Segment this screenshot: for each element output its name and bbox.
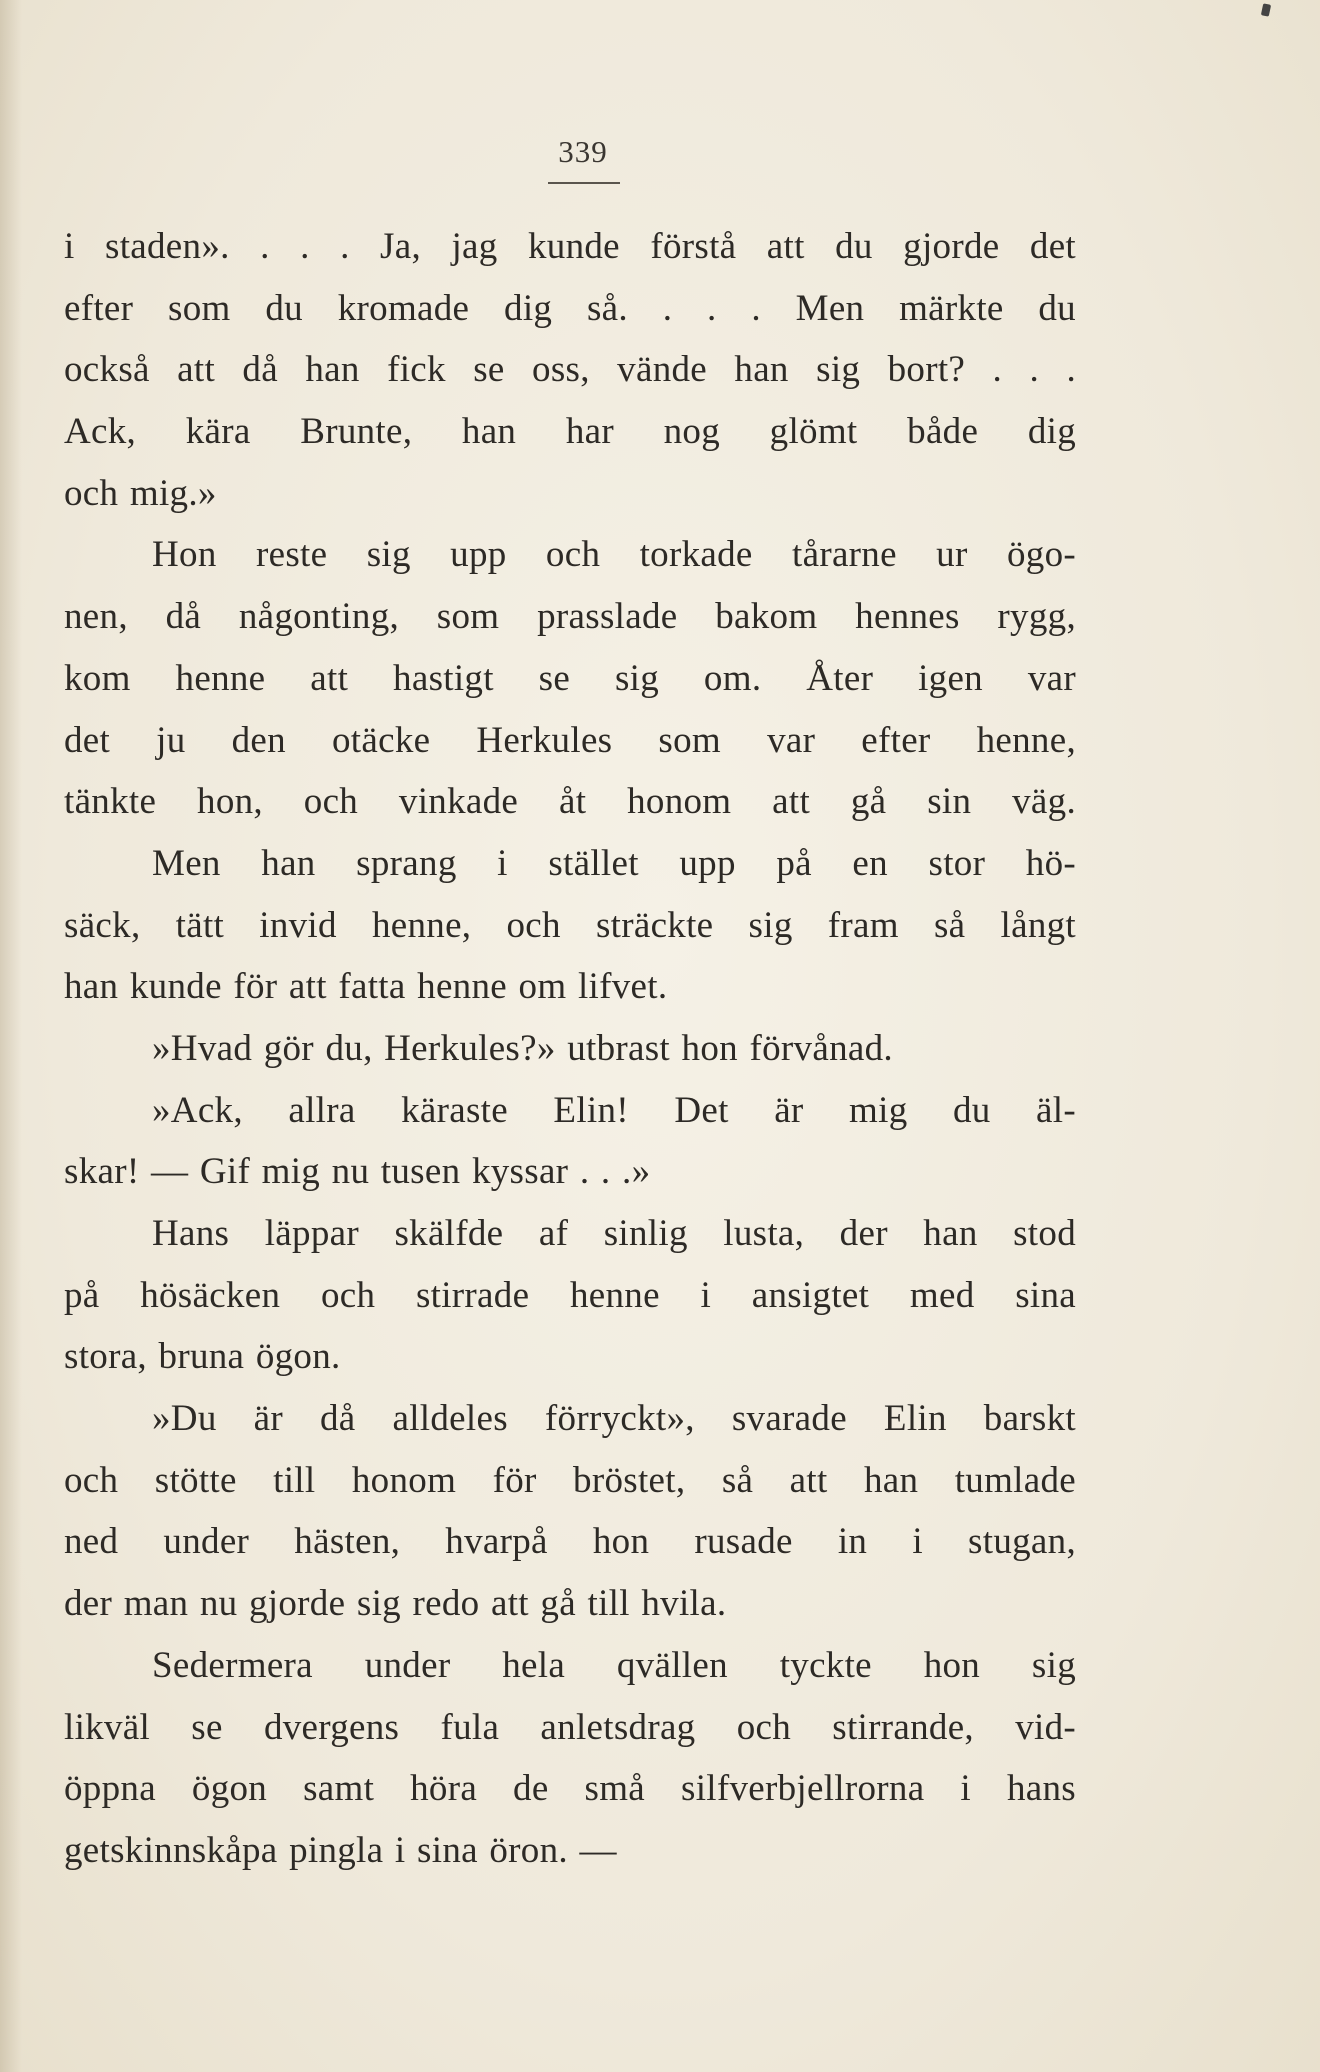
text-line: »Ack, allra käraste Elin! Det är mig du äl- xyxy=(152,1089,1076,1131)
text-line: der man nu gjorde sig redo att gå till hvila. xyxy=(64,1583,727,1625)
text-line: skar! — Gif mig nu tusen kyssar . . .» xyxy=(64,1151,651,1193)
text-line: getskinnskåpa pingla i sina öron. — xyxy=(64,1829,617,1871)
text-line: Sedermera under hela qvällen tyckte hon sig xyxy=(152,1644,1076,1686)
text-line: det ju den otäcke Herkules som var efter henne, xyxy=(64,719,1076,761)
text-line: i staden». . . . Ja, jag kunde förstå att du gjorde det xyxy=(64,226,1076,267)
text-line: stora, bruna ögon. xyxy=(64,1336,341,1378)
text-line: på hösäcken och stirrade henne i ansigtet med sina xyxy=(64,1274,1076,1316)
text-line: öppna ögon samt höra de små silfverbjellrorna i hans xyxy=(64,1768,1076,1810)
text-line: Ack, kära Brunte, han har nog glömt både dig xyxy=(64,411,1076,453)
text-line: också att då han fick se oss, vände han sig bort? . . . xyxy=(64,349,1076,391)
text-line: »Hvad gör du, Herkules?» utbrast hon förvånad. xyxy=(152,1027,893,1069)
page-number-rule xyxy=(548,182,620,184)
text-line: och mig.» xyxy=(64,472,217,514)
text-line: »Du är då alldeles förryckt», svarade Elin barskt xyxy=(152,1398,1076,1440)
body-text xyxy=(64,216,1076,1882)
text-line: Hon reste sig upp och torkade tårarne ur ögo- xyxy=(152,534,1076,576)
text-line: nen, då någonting, som prasslade bakom hennes rygg, xyxy=(64,596,1076,638)
ink-speck xyxy=(1261,3,1271,16)
page-number: 339 xyxy=(558,134,608,169)
text-line: efter som du kromade dig så. . . . Men märkte du xyxy=(64,287,1076,329)
text-line: kom henne att hastigt se sig om. Åter igen var xyxy=(64,657,1076,699)
text-line: Hans läppar skälfde af sinlig lusta, der han stod xyxy=(152,1213,1076,1254)
text-line: säck, tätt invid henne, och sträckte sig fram så långt xyxy=(64,904,1076,946)
text-line: Men han sprang i stället upp på en stor hö- xyxy=(152,842,1076,884)
text-line: tänkte hon, och vinkade åt honom att gå sin väg. xyxy=(64,781,1076,823)
text-line: och stötte till honom för bröstet, så att han tumlade xyxy=(64,1459,1076,1501)
text-line: likväl se dvergens fula anletsdrag och stirrande, vid- xyxy=(64,1706,1076,1748)
text-line: han kunde för att fatta henne om lifvet. xyxy=(64,966,668,1008)
text-line: ned under hästen, hvarpå hon rusade in i stugan, xyxy=(64,1521,1076,1563)
binding-shadow xyxy=(0,0,22,2072)
